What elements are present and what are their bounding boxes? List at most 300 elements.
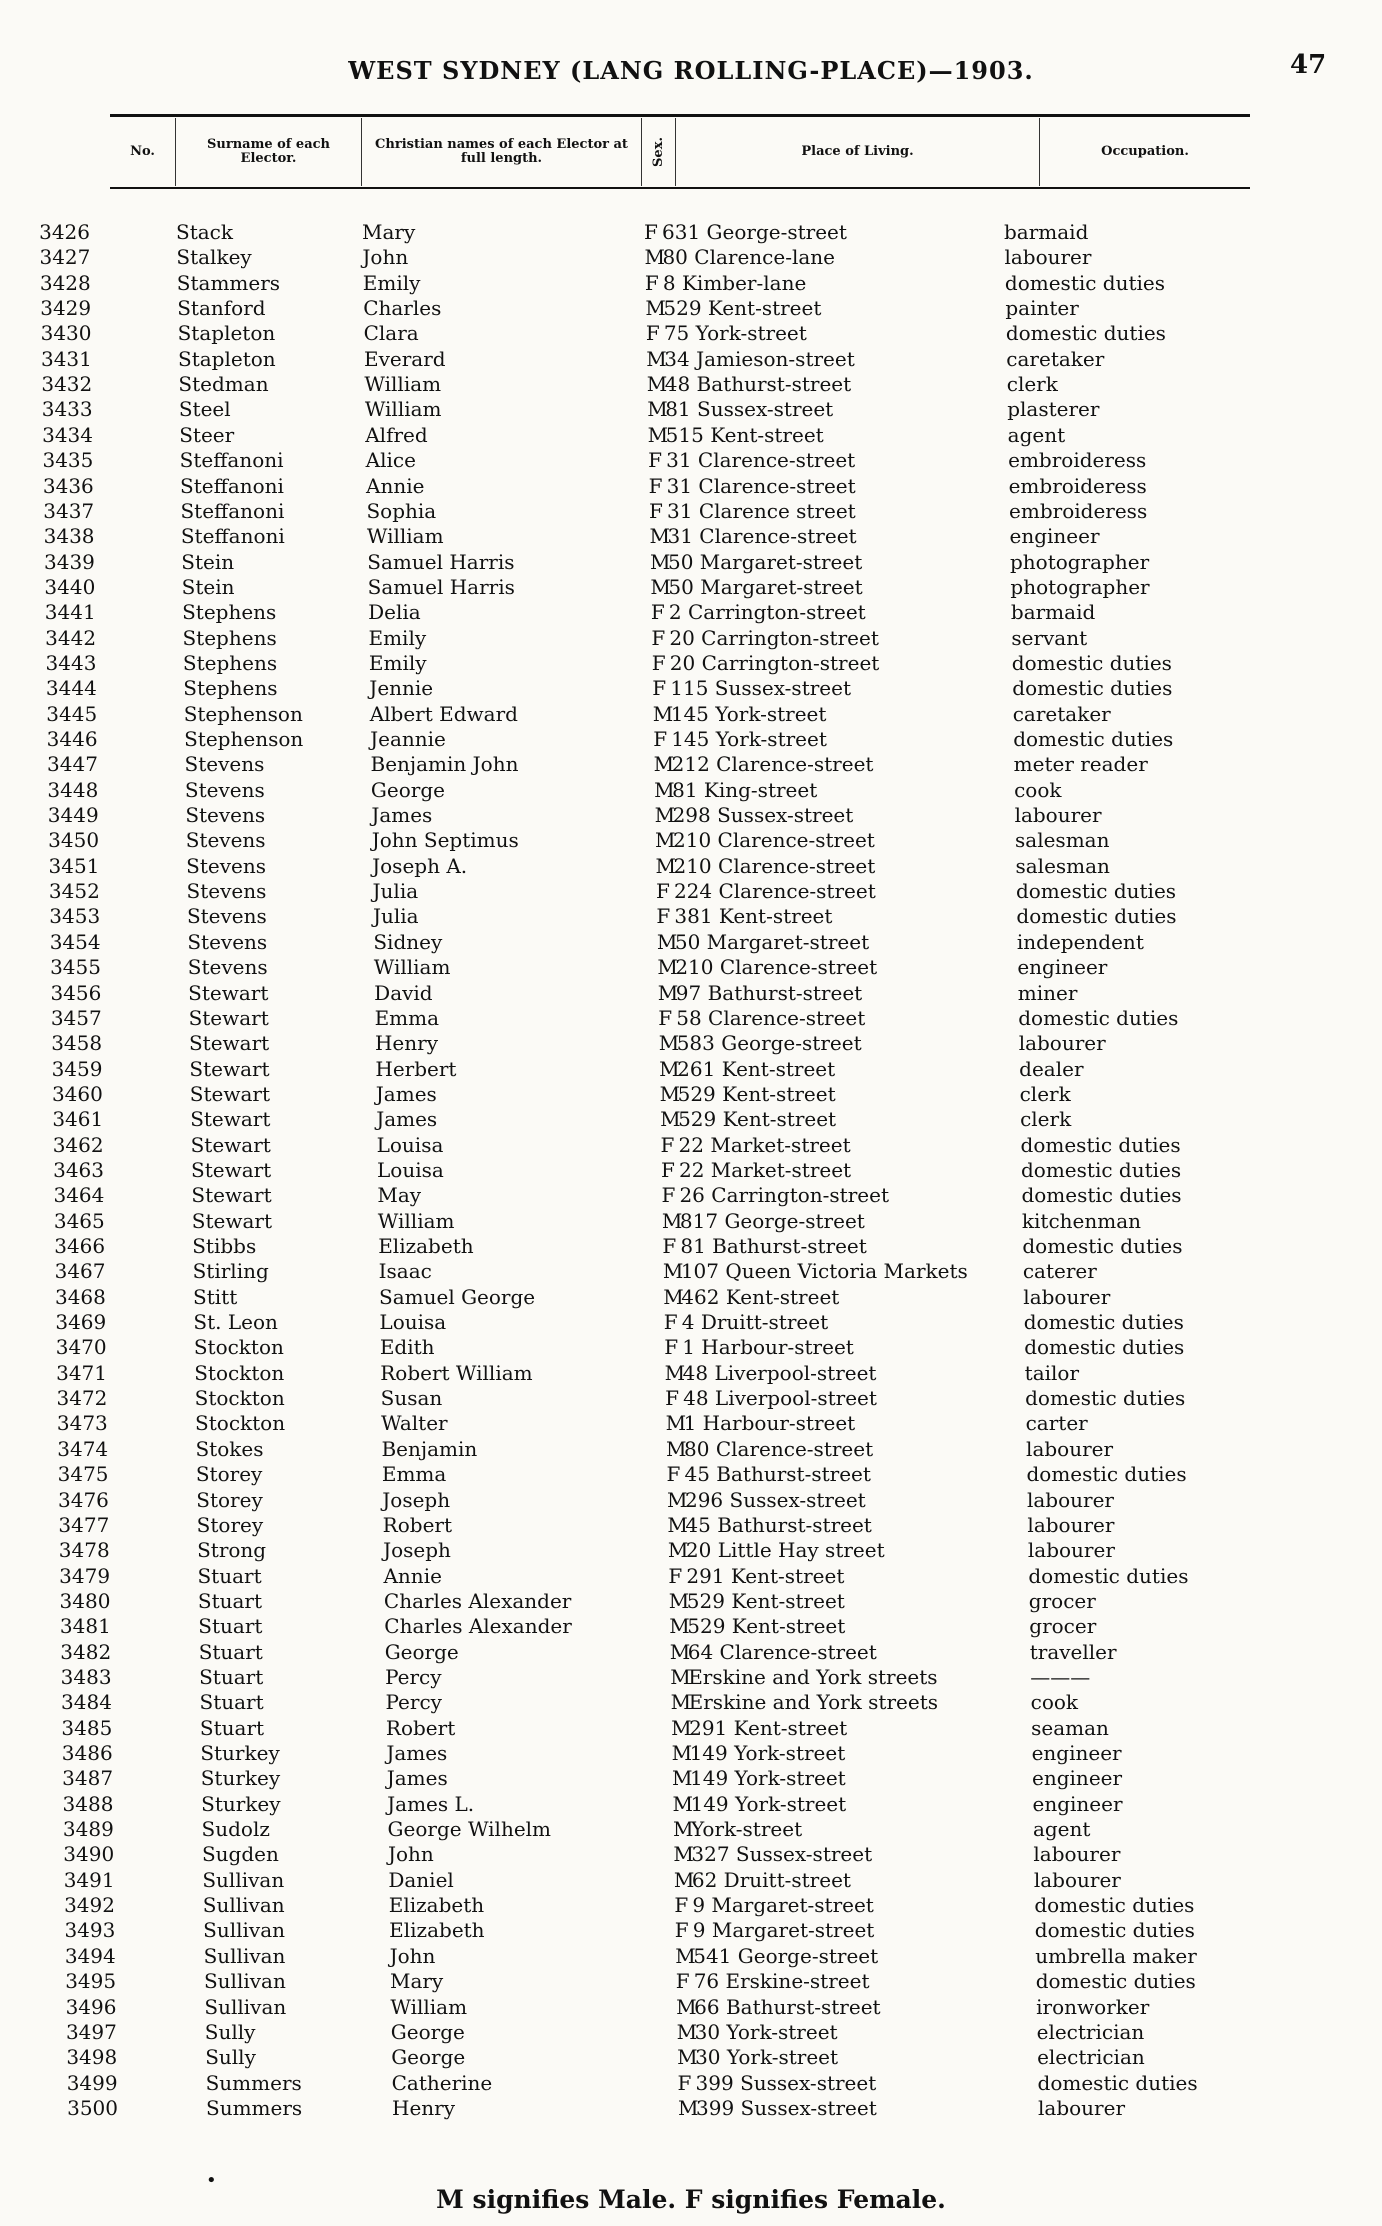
row-number: 3470 (55, 1335, 107, 1360)
table-row (0, 296, 1382, 321)
surname: Sully (204, 2019, 256, 2044)
christian-names: John Septimus (371, 828, 519, 853)
header-sex (642, 118, 676, 186)
surname: Stewart (188, 1031, 270, 1056)
place-of-living: 296 Sussex-street (684, 1487, 866, 1512)
row-number: 3453 (49, 904, 101, 929)
occupation: domestic duties (1016, 904, 1177, 929)
place-of-living: 81 Bathurst-street (680, 1234, 867, 1258)
row-number: 3448 (47, 777, 99, 802)
table-row (0, 2071, 1382, 2096)
occupation: electrician (1036, 2019, 1145, 2044)
occupation: clerk (1006, 372, 1058, 397)
surname: Sullivan (203, 1943, 286, 1968)
place-of-living: 541 George-street (693, 1943, 879, 1968)
occupation: agent (1032, 1817, 1091, 1842)
surname: Stanford (177, 296, 266, 321)
table-row (0, 1285, 1382, 1310)
column-header-row (110, 118, 1250, 186)
sex: F (674, 1893, 689, 1918)
surname: Stirling (192, 1259, 269, 1284)
table-row (0, 1057, 1382, 1082)
sex: M (657, 980, 679, 1005)
table-row (0, 1082, 1382, 1107)
occupation: kitchenman (1021, 1208, 1142, 1233)
row-number: 3460 (51, 1081, 103, 1106)
sex: F (649, 498, 663, 523)
place-of-living: 1 Harbour-street (682, 1335, 854, 1360)
table-row (0, 1741, 1382, 1766)
surname: Stibbs (192, 1234, 257, 1258)
table-row (0, 1842, 1382, 1867)
sex: M (654, 803, 676, 828)
occupation: engineer (1017, 955, 1108, 980)
occupation: domestic duties (1012, 676, 1173, 701)
sex: M (654, 777, 675, 802)
surname: Steffanoni (180, 473, 284, 498)
sex: F (656, 904, 671, 929)
table-row (0, 1969, 1382, 1994)
occupation: electrician (1037, 2045, 1145, 2070)
place-of-living: 529 Kent-street (663, 296, 822, 321)
table-row (0, 423, 1382, 448)
place-of-living: 529 Kent-street (686, 1588, 845, 1613)
place-of-living: 399 Sussex-street (696, 2095, 877, 2120)
sex: M (660, 1107, 681, 1132)
christian-names: John (387, 1842, 434, 1867)
sex: M (646, 372, 668, 397)
surname: Sullivan (204, 1994, 287, 2019)
table-row (0, 1538, 1382, 1563)
sex: M (671, 1741, 693, 1765)
christian-names: William (364, 372, 442, 397)
sex: F (658, 1005, 673, 1030)
sex: M (663, 1284, 684, 1309)
table-row (0, 1944, 1382, 1969)
table-row (0, 1589, 1382, 1614)
occupation: servant (1011, 625, 1088, 650)
sex: M (655, 853, 676, 878)
sex: F (668, 1563, 683, 1588)
surname: Stitt (193, 1284, 238, 1309)
occupation: caterer (1022, 1259, 1097, 1284)
row-number: 3449 (47, 803, 99, 828)
surname: Stephens (182, 625, 277, 650)
sex: M (672, 1791, 693, 1816)
surname: Stuart (198, 1639, 263, 1664)
sex: M (666, 1487, 688, 1512)
row-number: 3433 (41, 397, 93, 422)
table-row (0, 2020, 1382, 2045)
sex: F (651, 650, 666, 675)
occupation: domestic duties (1011, 650, 1172, 675)
christian-names: James L. (387, 1791, 475, 1816)
header-place-of-living: Place of Living. (676, 118, 1040, 186)
sex: F (663, 1310, 678, 1335)
occupation: embroideress (1009, 498, 1148, 523)
occupation: engineer (1032, 1791, 1123, 1816)
place-of-living: 50 Margaret-street (674, 929, 870, 954)
row-number: 3457 (50, 1005, 102, 1030)
place-of-living: 462 Kent-street (681, 1284, 840, 1309)
surname: Stewart (188, 1005, 269, 1030)
place-of-living: 515 Kent-street (665, 422, 824, 447)
christian-names: Alice (365, 448, 416, 473)
christian-names: Joseph (382, 1487, 451, 1512)
row-number: 3478 (58, 1538, 110, 1563)
sex: F (655, 879, 670, 904)
christian-names: George (384, 1639, 459, 1664)
table-row (0, 1766, 1382, 1791)
surname: Steer (179, 422, 235, 447)
stray-mark: • (206, 2170, 217, 2191)
place-of-living: 81 King-street (672, 777, 818, 802)
surname: Sturkey (201, 1791, 281, 1816)
occupation: labourer (1033, 1867, 1121, 1892)
place-of-living: 9 Margaret-street (692, 1893, 874, 1918)
christian-names: Jennie (369, 676, 434, 701)
sex: F (662, 1234, 677, 1258)
christian-names: Charles (363, 296, 442, 321)
sex: M (671, 1715, 692, 1740)
place-of-living: 31 Clarence-street (666, 448, 856, 473)
table-row (0, 1437, 1382, 1462)
surname: Stevens (184, 752, 265, 777)
surname: Stevens (185, 803, 266, 828)
row-number: 3446 (46, 727, 98, 751)
christian-names: Louisa (377, 1157, 444, 1182)
christian-names: James (386, 1741, 448, 1765)
sex: F (650, 600, 665, 625)
row-number: 3469 (55, 1310, 107, 1335)
row-number: 3484 (61, 1690, 112, 1715)
page-title: WEST SYDNEY (LANG ROLLING-PLACE)—1903. (348, 56, 1034, 85)
table-row (0, 1640, 1382, 1665)
sex: F (661, 1157, 675, 1182)
surname: Stockton (193, 1335, 284, 1360)
occupation: engineer (1032, 1766, 1123, 1791)
occupation: dealer (1019, 1056, 1084, 1081)
surname: Summers (206, 2095, 303, 2120)
table-row (0, 1158, 1382, 1183)
occupation: traveller (1029, 1639, 1117, 1664)
sex: M (652, 701, 674, 726)
sex: M (658, 1031, 680, 1056)
place-of-living: 261 Kent-street (677, 1056, 836, 1081)
occupation: labourer (1033, 1842, 1121, 1867)
surname: Stein (181, 549, 235, 574)
row-number: 3450 (48, 828, 100, 853)
table-row (0, 1893, 1382, 1918)
surname: Stewart (188, 980, 269, 1005)
occupation: labourer (1004, 245, 1092, 270)
christian-names: Louisa (376, 1132, 444, 1157)
christian-names: Robert William (380, 1360, 533, 1385)
surname: Stewart (191, 1183, 272, 1208)
occupation: photographer (1009, 549, 1150, 574)
row-number: 3454 (49, 929, 101, 954)
christian-names: James (376, 1107, 438, 1132)
table-row (0, 271, 1382, 296)
sex: F (665, 1386, 680, 1411)
occupation: labourer (1027, 1512, 1115, 1537)
occupation: caretaker (1012, 701, 1111, 726)
sex: F (653, 727, 668, 751)
occupation: clerk (1019, 1081, 1071, 1106)
table-row (0, 1183, 1382, 1208)
row-number: 3432 (41, 372, 93, 397)
row-number: 3489 (62, 1817, 114, 1842)
row-number: 3475 (57, 1462, 109, 1487)
row-number: 3472 (56, 1386, 108, 1411)
sex: M (672, 1766, 693, 1791)
christian-names: Percy (385, 1690, 442, 1715)
place-of-living: 34 Jamieson-street (664, 346, 855, 371)
surname: Steel (178, 397, 231, 422)
surname: Steffanoni (180, 524, 285, 549)
occupation: engineer (1031, 1741, 1122, 1765)
surname: Stewart (189, 1081, 270, 1106)
table-row (0, 1411, 1382, 1436)
row-number: 3434 (42, 422, 94, 447)
occupation: domestic duties (1020, 1132, 1181, 1157)
surname: Sudolz (201, 1817, 270, 1842)
occupation: ironworker (1036, 1994, 1150, 2019)
place-of-living: 66 Bathurst-street (694, 1994, 881, 2019)
christian-names: Clara (363, 321, 419, 346)
sex: M (678, 2095, 699, 2120)
sex: M (656, 929, 678, 954)
surname: Stephenson (184, 727, 304, 751)
row-number: 3488 (62, 1791, 114, 1816)
place-of-living: 62 Druitt-street (691, 1867, 851, 1892)
christian-names: Emily (368, 650, 427, 675)
table-row (0, 1361, 1382, 1386)
occupation: domestic duties (1023, 1310, 1184, 1335)
sex: M (675, 1943, 696, 1968)
sex: F (644, 270, 659, 295)
place-of-living: 298 Sussex-street (672, 803, 854, 828)
surname: St. Leon (193, 1310, 278, 1335)
place-of-living: Erskine and York streets (688, 1690, 938, 1715)
place-of-living: 30 York-street (695, 2045, 839, 2070)
table-row (0, 220, 1382, 245)
surname: Stevens (187, 955, 268, 980)
occupation: photographer (1010, 574, 1150, 599)
surname: Stuart (197, 1563, 262, 1588)
christian-names: Percy (385, 1664, 442, 1689)
surname: Strong (197, 1538, 267, 1563)
sex: M (657, 955, 678, 980)
row-number: 3439 (44, 549, 95, 574)
surname: Stockton (194, 1360, 285, 1385)
place-of-living: 58 Clarence-street (676, 1005, 866, 1030)
row-number: 3485 (61, 1715, 113, 1740)
occupation: domestic duties (1018, 1005, 1179, 1030)
christian-names: Everard (364, 346, 446, 371)
christian-names: Elizabeth (389, 1918, 485, 1943)
surname: Sullivan (203, 1918, 286, 1943)
table-row (0, 1107, 1382, 1132)
place-of-living: 97 Bathurst-street (675, 980, 863, 1005)
table-row (0, 803, 1382, 828)
sex: M (669, 1639, 691, 1664)
table-row (0, 778, 1382, 803)
occupation: domestic duties (1035, 1969, 1196, 1994)
christian-names: Julia (372, 904, 419, 929)
sex: M (666, 1436, 687, 1461)
row-number: 3482 (60, 1639, 112, 1664)
table-row (0, 1335, 1382, 1360)
surname: Stammers (176, 270, 281, 295)
christian-names: William (390, 1994, 468, 2019)
row-number: 3483 (60, 1664, 112, 1689)
sex: M (672, 1817, 694, 1842)
occupation: domestic duties (1022, 1234, 1183, 1258)
christian-names: Joseph A. (372, 853, 468, 878)
sex: M (662, 1259, 684, 1284)
christian-names: James (375, 1081, 437, 1106)
sex: F (664, 1335, 679, 1360)
place-of-living: 817 George-street (679, 1208, 865, 1233)
sex: M (646, 346, 667, 371)
surname: Stuart (199, 1664, 264, 1689)
sex: F (674, 1918, 689, 1943)
row-number: 3445 (46, 701, 98, 726)
surname: Stephens (182, 600, 277, 625)
sex: F (661, 1183, 676, 1208)
table-row (0, 1488, 1382, 1513)
table-row (0, 1462, 1382, 1487)
christian-names: James (371, 803, 433, 828)
table-row (0, 955, 1382, 980)
christian-names: Benjamin (381, 1436, 478, 1461)
surname: Stephens (182, 650, 278, 675)
row-number: 3492 (64, 1893, 115, 1918)
occupation: salesman (1015, 828, 1110, 853)
row-number: 3497 (65, 2019, 117, 2044)
christian-names: Joseph (383, 1538, 451, 1563)
surname: Storey (195, 1462, 263, 1487)
surname: Sully (205, 2045, 256, 2070)
place-of-living: 212 Clarence-street (671, 752, 874, 777)
place-of-living: 381 Kent-street (674, 904, 833, 929)
christian-names: Isaac (378, 1259, 432, 1284)
sex: M (649, 549, 671, 574)
place-of-living: Erskine and York streets (688, 1664, 938, 1689)
table-row (0, 575, 1382, 600)
place-of-living: 80 Clarence-street (684, 1436, 874, 1461)
sex: M (676, 2019, 698, 2044)
table-row (0, 676, 1382, 701)
table-row (0, 1690, 1382, 1715)
christian-names: William (366, 524, 444, 549)
occupation: independent (1016, 929, 1144, 954)
table-row (0, 474, 1382, 499)
christian-names: William (373, 955, 451, 980)
place-of-living: 145 York-street (670, 701, 827, 726)
table-row (0, 1918, 1382, 1943)
surname: Stewart (190, 1107, 271, 1132)
surname: Stapleton (177, 321, 276, 346)
occupation: domestic duties (1037, 2070, 1198, 2095)
sex: M (673, 1842, 694, 1867)
surname: Stevens (185, 828, 266, 853)
christian-names: Samuel Harris (367, 549, 515, 574)
christian-names: Benjamin John (370, 752, 519, 777)
surname: Stockton (194, 1386, 285, 1411)
sex: M (647, 397, 668, 422)
surname: Stedman (178, 372, 269, 397)
place-of-living: 45 Bathurst-street (685, 1512, 872, 1537)
christian-names: David (374, 980, 433, 1005)
occupation: engineer (1009, 524, 1100, 549)
christian-names: Elizabeth (388, 1893, 485, 1918)
sex: F (648, 473, 663, 498)
sex: M (670, 1690, 692, 1715)
surname: Stevens (187, 929, 268, 954)
surname: Stevens (186, 853, 266, 878)
row-number: 3491 (63, 1867, 115, 1892)
sex: F (660, 1132, 675, 1157)
surname: Steffanoni (179, 448, 284, 473)
christian-names: Annie (383, 1563, 442, 1588)
sex: F (652, 676, 667, 701)
occupation: domestic duties (1028, 1563, 1189, 1588)
sex: F (645, 321, 660, 346)
table-row (0, 702, 1382, 727)
place-of-living: 210 Clarence-street (673, 828, 875, 853)
row-number: 3441 (44, 600, 96, 625)
surname: Stevens (184, 777, 265, 802)
row-number: 3490 (63, 1842, 115, 1867)
place-of-living: 2 Carrington-street (668, 600, 866, 625)
surname: Stockton (195, 1411, 286, 1436)
row-number: 3440 (44, 574, 96, 599)
place-of-living: 26 Carrington-street (679, 1183, 889, 1208)
christian-names: Susan (380, 1386, 443, 1411)
place-of-living: 31 Clarence-street (666, 473, 856, 498)
occupation: domestic duties (1034, 1918, 1195, 1943)
occupation: domestic duties (1015, 879, 1177, 904)
row-number: 3437 (43, 498, 95, 523)
place-of-living: 631 George-street (662, 220, 847, 244)
christian-names: Mary (362, 220, 416, 244)
christian-names: Emma (381, 1462, 447, 1487)
christian-names: Emily (362, 270, 421, 295)
row-number: 3427 (39, 245, 91, 270)
occupation: labourer (1027, 1538, 1115, 1563)
sex: M (661, 1208, 683, 1233)
row-number: 3436 (42, 473, 94, 498)
place-of-living: 529 Kent-street (687, 1614, 846, 1639)
occupation: domestic duties (1013, 727, 1174, 751)
row-number: 3466 (54, 1234, 106, 1258)
table-row (0, 1614, 1382, 1639)
occupation: cook (1014, 777, 1062, 802)
table-row (0, 981, 1382, 1006)
occupation: domestic duties (1004, 270, 1166, 295)
sex: M (664, 1360, 686, 1385)
surname: Stewart (190, 1132, 271, 1157)
top-rule (110, 114, 1250, 117)
christian-names: Henry (374, 1031, 438, 1056)
sex: M (667, 1512, 688, 1537)
christian-names: May (377, 1183, 422, 1208)
sex: M (667, 1538, 689, 1563)
table-row (0, 1310, 1382, 1335)
surname: Stephenson (183, 701, 303, 726)
